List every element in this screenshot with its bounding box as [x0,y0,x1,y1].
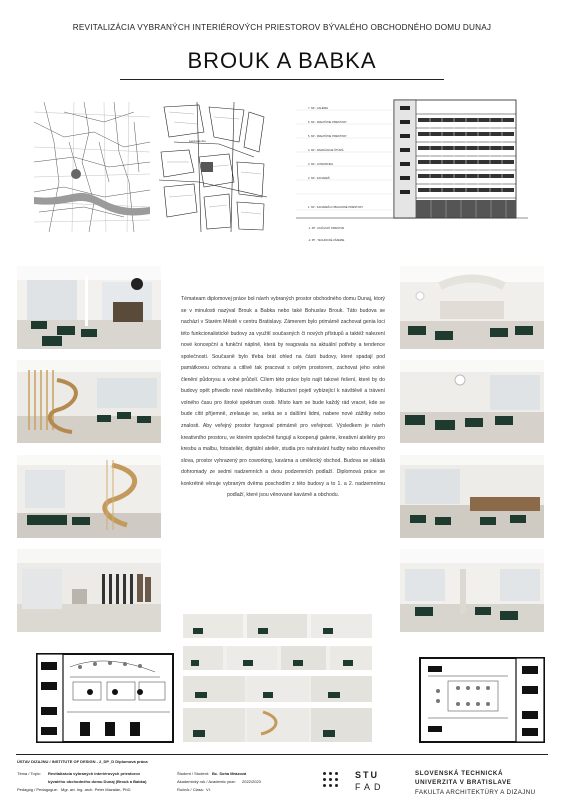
poster-title: BROUK A BABKA [187,48,377,73]
faculty-name: FAKULTA ARCHITEKTÚRY A DIZAJNU [415,789,536,796]
fad-logo-text: FAD [355,782,385,792]
title-underline [120,79,444,80]
footer-pedagog-value: Mgr. art. Ing. arch. Peter Mazalán, PhD. [61,787,132,792]
footer-topic-label: Téma / Topic: [17,771,41,776]
footer-topic-value: Revitalizácia vybraných interiérových priestorov [48,771,141,776]
elevation-floor-label: 6. NP - KREATÍVNE PRIESTORY [308,121,347,124]
university-name-line1: SLOVENSKÁ TECHNICKÁ [415,770,504,777]
interior-render [17,455,161,538]
interior-strip [183,614,372,638]
interior-render [400,455,544,538]
detail-map [159,102,267,232]
city-map [34,102,150,232]
elevation-floor-label: 3. NP - COWORKING [308,163,334,166]
interior-strip [183,708,372,742]
interior-render [17,360,161,443]
footer-divider [16,754,548,755]
interior-render [400,266,544,349]
elevation-floor-label: -2. PP - TECHNICKÉ ZÁZEMIE [308,239,345,242]
elevation-floor-label: 5. NP - KREATÍVNE PRIESTORY [308,135,347,138]
interior-strip [183,676,372,702]
building-elevation [296,98,528,248]
stu-logo-dots [323,772,338,787]
elevation-floor-label: 2. NP - KAVIAREŇ [308,177,330,180]
interior-strip [183,646,372,670]
elevation-floor-label: 4. NP - NAHRÁVACIE ŠTÚDIÁ [308,149,344,152]
footer-institute: ÚSTAV DIZAJNU / INSTITUTE OF DESIGN - 2_DP_D Diplomová práca [17,759,148,764]
project-description: Témateam diplomovej práce bol návrh vybraných prostor obchodného domu Dunaj, ktorý se v minulosti nazýval Brouk a Babka nebo také Bohuslav Brouk. Táto budova se nachází v Starém Městě v centru Bratislavy. Zámerem bylo primárně zachovat genia loci této funkcionalistické budovy za využití současných či nových přístupů a taktéž nalezení nové koncepční a funkční náplně, která by reagovala na aktuální potřeby a tendence společnosti. Současně bylo třeba brát ohled na části budovy, které spadají pod památkovou ochranu a citlivě tak pracovat s celým prostorem, zachovat jeho volné členění půdorysu a volné průčelí. Cílem této práce bylo najít takové řešení, které by do budovy opět přivedlo nové návštěvníky. Inkluzivní pojetí vybízející k návštěvě a trávení volného času pro široké spektrum osob. Místo kam se bude každý rád vracet, kde se bude cítit příjemně, zrelaxuje se, setká se s dalšími lidmi, nabere nové zážitky nebo znalosti. Aby veřejný prostor fungoval primárně pro veřejnost. Výsledkem je návrh kreativního prostoru, ve kterém společně fungují a kooperují galerie, kreativní ateliéry pro kresbu a malbu, fotoateliér, digitální ateliér, studia pro nahrávání hudby nebo mluveného slova, prostor vyhrazený pro coworking, kavárna a umělecký obchod. Budova se skládá dohromady ze sedmi nadzemních a dvou podzemních podlaží. Diplomová práce se konkrétně věnuje vybraným dvěma poschodím z této budovy a to 1. a 2. nadzemnímu podlaží, které jsou věnované kavárně a obchodu. [181,296,385,499]
elevation-floor-label: 7. NP - GALÉRIE [308,107,328,110]
elevation-floor-label: -1. PP - DOČASNÝ PRIESTOR [308,227,345,230]
poster-subtitle: REVITALIZÁCIA VYBRANÝCH INTERIÉROVÝCH PRIESTOROV BÝVALÉHO OBCHODNÉHO DOMU DUNAJ [72,23,492,32]
footer-student-label: Študent / Student: [177,771,210,776]
interior-render [17,549,161,632]
detail-map-label: Laurinská ulica [189,140,206,143]
stu-logo-text: STU [355,770,379,780]
footer-year-value: 2022/2023 [242,779,261,784]
footer-topic-value-2: bývalého obchodného domu Dunaj (Brouk a Babka) [48,779,147,784]
footer-pedagog-label: Pedagóg / Pedagogue: [17,787,58,792]
interior-render [400,549,544,632]
interior-render [17,266,161,349]
footer-year-label: Akademický rok / Academic year: [177,779,236,784]
footer-class-label: Ročník / Class: [177,787,204,792]
university-name-line2: UNIVERZITA V BRATISLAVE [415,779,512,786]
floor-plan-2np [418,656,546,744]
elevation-floor-label: 1. NP - KAVIAREŇ A OBCHODNÉ PRIESTORY [308,206,364,209]
footer-class-value: VI. [206,787,211,792]
interior-render [400,360,544,443]
floor-plan-1np [35,652,175,744]
footer-student-value: Bc. Soňa Mrázová [212,771,247,776]
